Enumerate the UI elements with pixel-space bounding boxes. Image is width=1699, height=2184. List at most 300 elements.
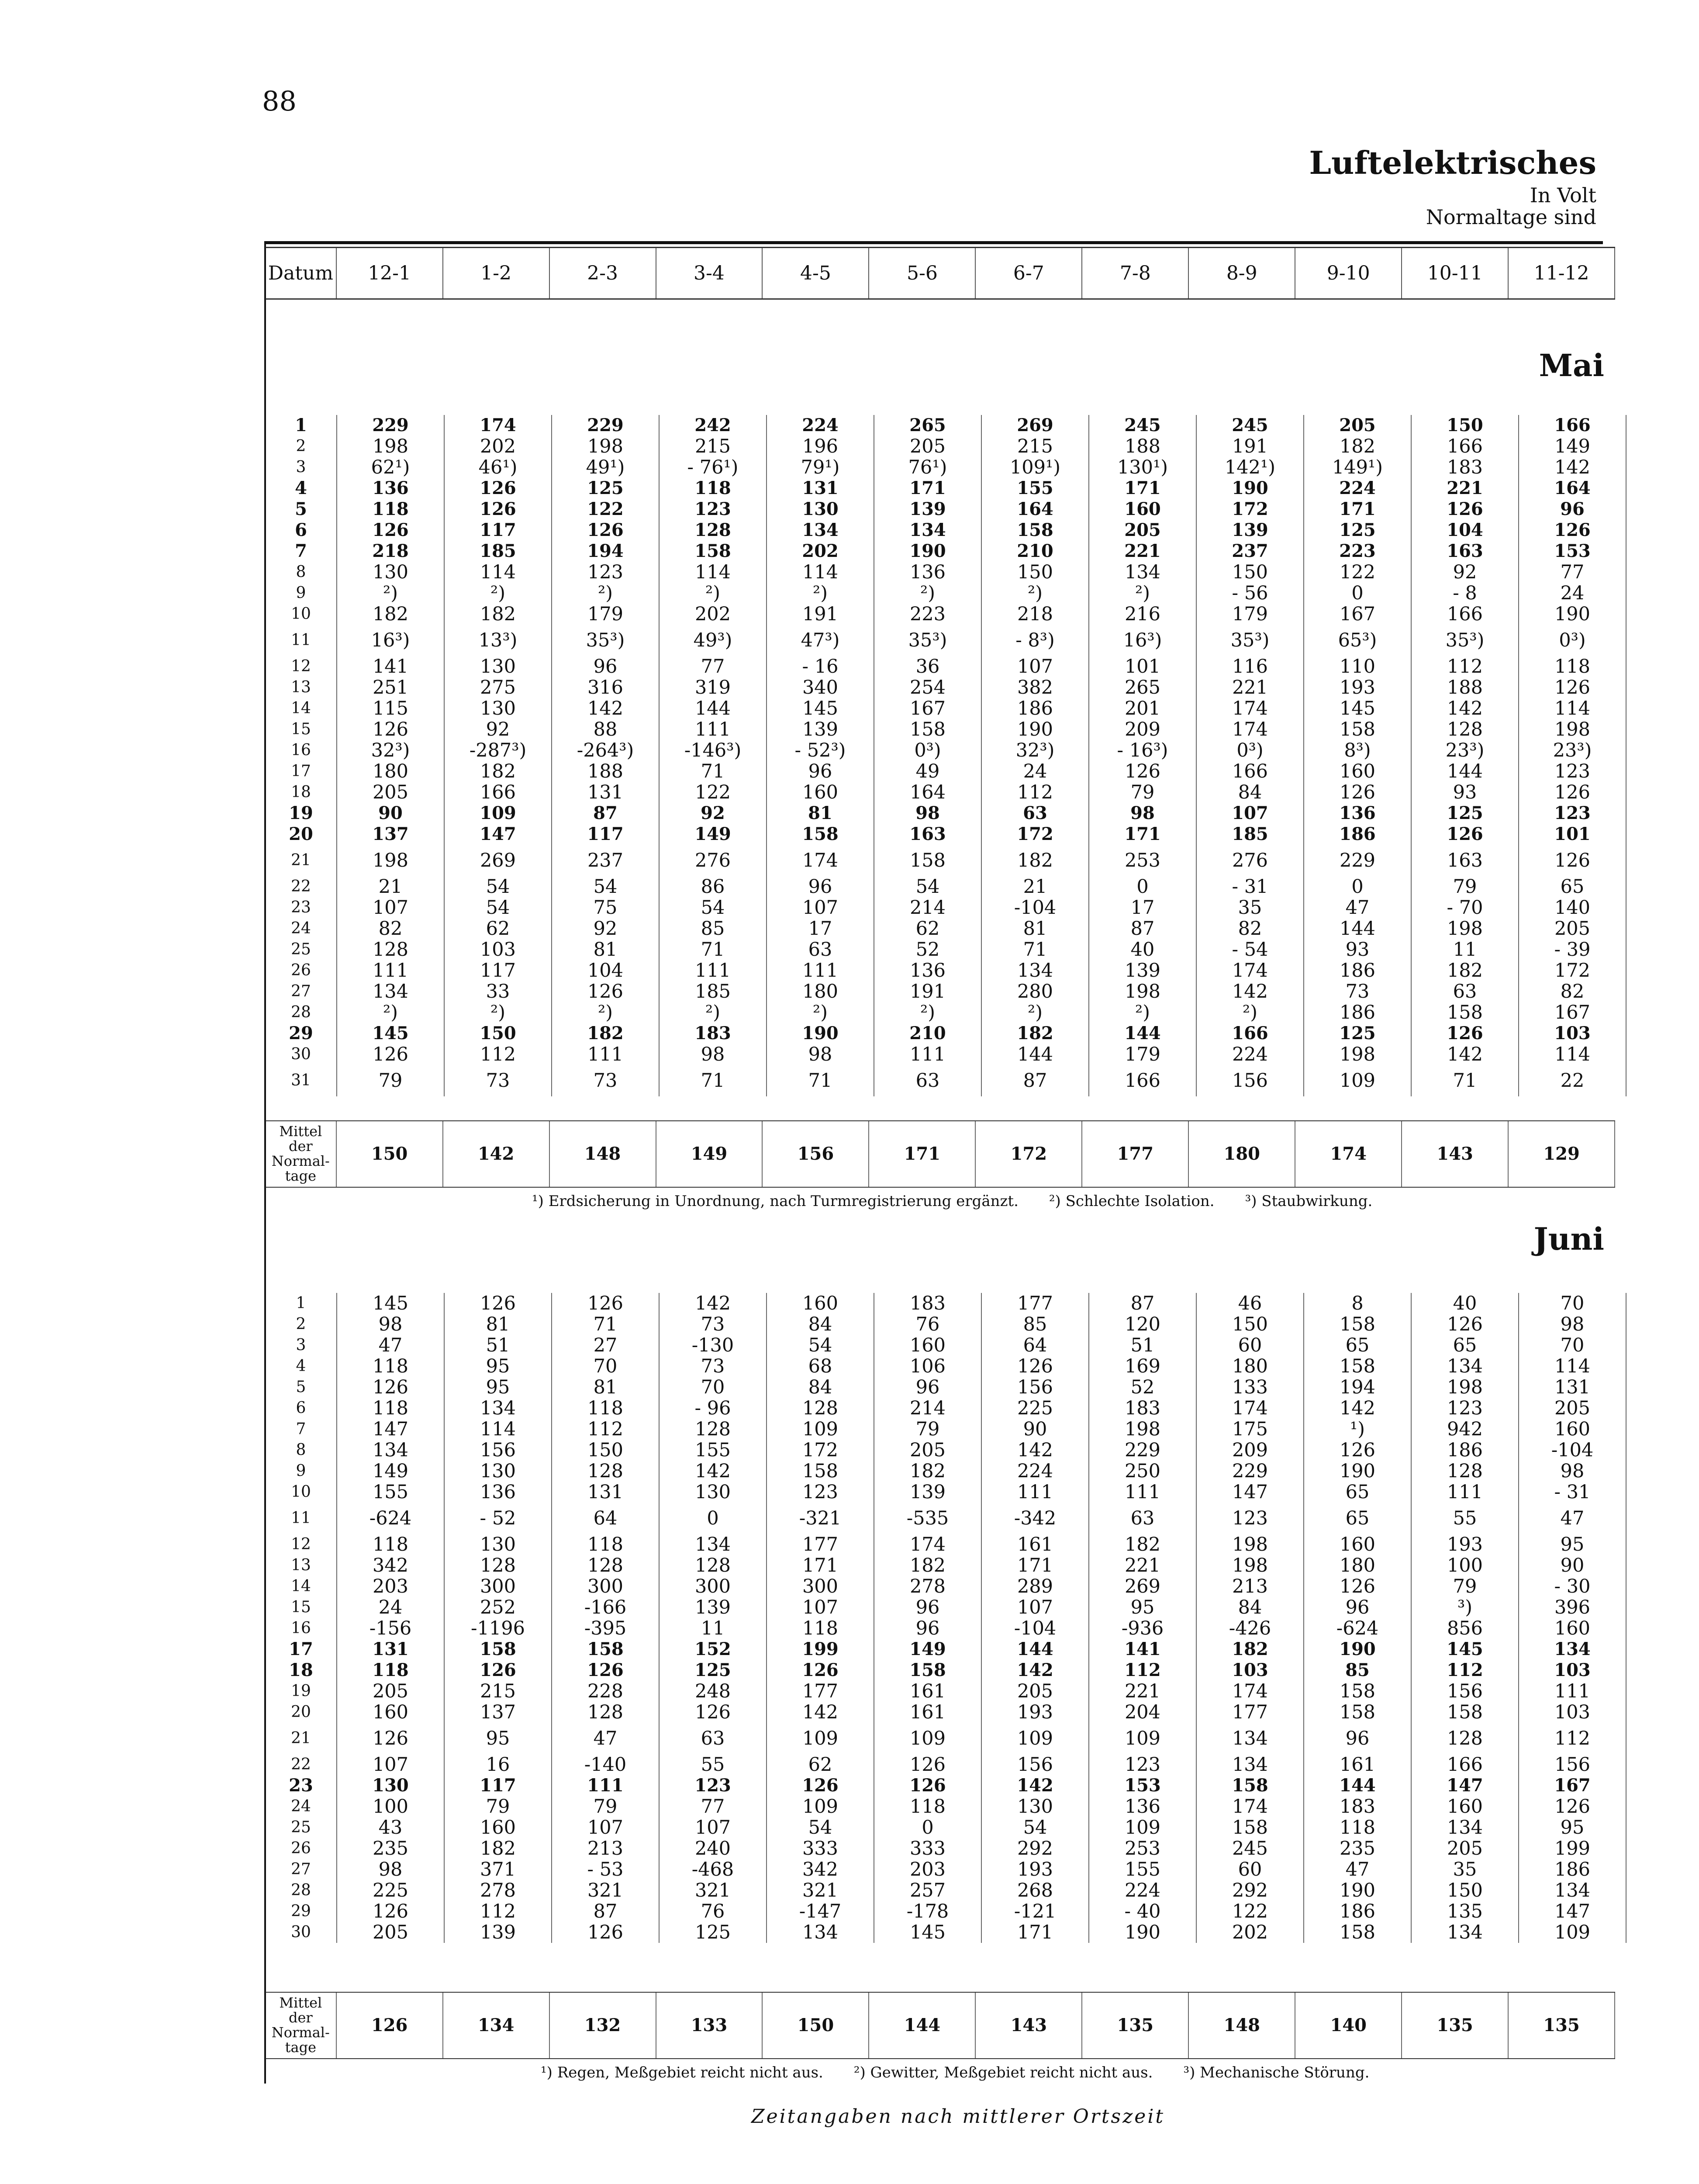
value-cell: 371: [444, 1859, 552, 1880]
value-cell: 103: [1519, 1660, 1626, 1681]
value-cell: - 70: [1411, 897, 1519, 918]
value-cell: 118: [874, 1796, 981, 1817]
value-cell: 111: [767, 960, 874, 981]
value-cell: 47: [1304, 897, 1411, 918]
value-cell: 155: [981, 478, 1089, 499]
value-cell: 126: [659, 1702, 767, 1723]
value-cell: 77: [1519, 562, 1626, 583]
value-cell: 0³): [1519, 625, 1626, 656]
value-cell: 242: [659, 415, 767, 436]
value-cell: 111: [1519, 1681, 1626, 1702]
value-cell: 205: [1411, 1838, 1519, 1859]
value-cell: 153: [1519, 541, 1626, 562]
value-cell: 174: [1196, 1796, 1304, 1817]
value-cell: 95: [1089, 1597, 1196, 1618]
value-cell: 177: [767, 1681, 874, 1702]
value-cell: 126: [1519, 782, 1626, 803]
table-row: [266, 457, 1626, 478]
value-cell: 152: [659, 1639, 767, 1660]
value-cell: 193: [1304, 677, 1411, 698]
value-cell: 106: [874, 1356, 981, 1377]
value-cell: 118: [1519, 656, 1626, 677]
value-cell: 118: [337, 1398, 444, 1419]
value-cell: 167: [874, 698, 981, 719]
value-cell: 190: [874, 541, 981, 562]
value-cell: 22: [1519, 1065, 1626, 1096]
value-cell: 54: [874, 876, 981, 897]
value-cell: 70: [1519, 1335, 1626, 1356]
value-cell: 95: [444, 1377, 552, 1398]
value-cell: 84: [767, 1314, 874, 1335]
mean-value: 150: [763, 1993, 869, 2058]
value-cell: 126: [981, 1356, 1089, 1377]
value-cell: 98: [659, 1044, 767, 1065]
table-row: [266, 1880, 1626, 1901]
value-cell: 75: [552, 897, 659, 918]
footnote: ³) Mechanische Störung.: [1183, 2064, 1370, 2081]
unit-note: In Volt: [1530, 183, 1596, 207]
value-cell: -426: [1196, 1618, 1304, 1639]
value-cell: 96: [874, 1618, 981, 1639]
table-row: [266, 1775, 1626, 1796]
value-cell: 190: [1519, 604, 1626, 625]
value-cell: 155: [1089, 1859, 1196, 1880]
value-cell: 128: [552, 1702, 659, 1723]
value-cell: 40: [1089, 939, 1196, 960]
value-cell: 54: [767, 1335, 874, 1356]
value-cell: 126: [1519, 1796, 1626, 1817]
value-cell: 199: [767, 1639, 874, 1660]
value-cell: 145: [767, 698, 874, 719]
table-row: [266, 1796, 1626, 1817]
value-cell: 126: [337, 1901, 444, 1922]
table-row: [266, 415, 1626, 436]
value-cell: - 31: [1519, 1482, 1626, 1503]
value-cell: 205: [981, 1681, 1089, 1702]
value-cell: 218: [981, 604, 1089, 625]
value-cell: 237: [1196, 541, 1304, 562]
value-cell: 123: [1196, 1503, 1304, 1534]
value-cell: 183: [1089, 1398, 1196, 1419]
value-cell: 136: [1089, 1796, 1196, 1817]
value-cell: 126: [552, 1922, 659, 1943]
column-header-hour: 11-12: [1509, 248, 1615, 298]
value-cell: 228: [552, 1681, 659, 1702]
day-cell: 3: [266, 457, 337, 478]
day-cell: 23: [266, 897, 337, 918]
day-cell: 11: [266, 1503, 337, 1534]
value-cell: 128: [1411, 719, 1519, 740]
value-cell: 134: [337, 1440, 444, 1461]
value-cell: 65: [1411, 1335, 1519, 1356]
value-cell: 180: [337, 761, 444, 782]
value-cell: 0: [1304, 583, 1411, 604]
value-cell: 229: [337, 415, 444, 436]
day-cell: 16: [266, 740, 337, 761]
value-cell: 221: [1089, 1681, 1196, 1702]
value-cell: 333: [874, 1838, 981, 1859]
value-cell: 186: [1304, 824, 1411, 845]
value-cell: 319: [659, 677, 767, 698]
value-cell: 55: [659, 1754, 767, 1775]
value-cell: 126: [1411, 1314, 1519, 1335]
value-cell: 268: [981, 1880, 1089, 1901]
value-cell: 205: [1519, 1398, 1626, 1419]
value-cell: 85: [1304, 1660, 1411, 1681]
value-cell: 269: [444, 845, 552, 876]
value-cell: 77: [659, 656, 767, 677]
value-cell: 160: [444, 1817, 552, 1838]
value-cell: 321: [767, 1880, 874, 1901]
value-cell: 54: [659, 897, 767, 918]
value-cell: -321: [767, 1503, 874, 1534]
value-cell: 107: [659, 1817, 767, 1838]
value-cell: - 53: [552, 1859, 659, 1880]
value-cell: 79: [337, 1065, 444, 1096]
value-cell: 109: [444, 803, 552, 824]
value-cell: 250: [1089, 1461, 1196, 1482]
value-cell: 158: [874, 1660, 981, 1681]
day-cell: 10: [266, 1482, 337, 1503]
day-cell: 12: [266, 1534, 337, 1555]
mean-label: Mittel der Normal-tage: [266, 1121, 337, 1187]
value-cell: 142: [767, 1702, 874, 1723]
table-row: [266, 1002, 1626, 1023]
value-cell: 180: [1304, 1555, 1411, 1576]
value-cell: -104: [1519, 1440, 1626, 1461]
value-cell: 122: [1196, 1901, 1304, 1922]
table-row: [266, 1597, 1626, 1618]
value-cell: 179: [1089, 1044, 1196, 1065]
value-cell: 47: [337, 1335, 444, 1356]
value-cell: 158: [1304, 1681, 1411, 1702]
value-cell: 54: [767, 1817, 874, 1838]
day-cell: 4: [266, 1356, 337, 1377]
value-cell: 141: [337, 656, 444, 677]
value-cell: 198: [337, 845, 444, 876]
value-cell: ²): [337, 1002, 444, 1023]
value-cell: - 16³): [1089, 740, 1196, 761]
value-cell: 150: [981, 562, 1089, 583]
value-cell: 81: [767, 803, 874, 824]
day-cell: 27: [266, 1859, 337, 1880]
value-cell: 134: [1089, 562, 1196, 583]
value-cell: 136: [874, 562, 981, 583]
table-row: [266, 1838, 1626, 1859]
value-cell: 214: [874, 897, 981, 918]
column-header-hour: 6-7: [976, 248, 1082, 298]
value-cell: 17: [767, 918, 874, 939]
day-cell: 20: [266, 1702, 337, 1723]
value-cell: 54: [981, 1817, 1089, 1838]
table-row: [266, 1901, 1626, 1922]
table-row: [266, 1681, 1626, 1702]
value-cell: 158: [1411, 1002, 1519, 1023]
day-cell: 17: [266, 1639, 337, 1660]
value-cell: 13³): [444, 625, 552, 656]
top-rule: [264, 241, 1603, 244]
table-row: [266, 824, 1626, 845]
value-cell: 131: [1519, 1377, 1626, 1398]
value-cell: 221: [1089, 1555, 1196, 1576]
value-cell: 183: [874, 1293, 981, 1314]
value-cell: 130: [444, 698, 552, 719]
value-cell: 149: [659, 824, 767, 845]
value-cell: 123: [552, 562, 659, 583]
table-row: [266, 1639, 1626, 1660]
value-cell: 171: [767, 1555, 874, 1576]
value-cell: 147: [337, 1419, 444, 1440]
value-cell: 248: [659, 1681, 767, 1702]
mean-value: 148: [1189, 1993, 1295, 2058]
day-cell: 25: [266, 939, 337, 960]
day-cell: 2: [266, 436, 337, 457]
value-cell: 198: [552, 436, 659, 457]
value-cell: 126: [767, 1775, 874, 1796]
value-cell: 134: [1411, 1922, 1519, 1943]
table-row: [266, 939, 1626, 960]
value-cell: 71: [981, 939, 1089, 960]
day-cell: 24: [266, 1796, 337, 1817]
value-cell: 70: [552, 1356, 659, 1377]
value-cell: 158: [1304, 719, 1411, 740]
value-cell: 90: [981, 1419, 1089, 1440]
value-cell: 130: [444, 1461, 552, 1482]
value-cell: 134: [1411, 1356, 1519, 1377]
value-cell: 33: [444, 981, 552, 1002]
day-cell: 22: [266, 876, 337, 897]
value-cell: 158: [659, 541, 767, 562]
value-cell: 342: [337, 1555, 444, 1576]
day-cell: 13: [266, 677, 337, 698]
value-cell: 158: [767, 1461, 874, 1482]
mean-value: 129: [1509, 1121, 1615, 1187]
value-cell: 137: [337, 824, 444, 845]
value-cell: 150: [1411, 415, 1519, 436]
value-cell: 73: [552, 1065, 659, 1096]
value-cell: 183: [1304, 1796, 1411, 1817]
value-cell: 71: [659, 1065, 767, 1096]
value-cell: 145: [874, 1922, 981, 1943]
value-cell: 35: [1411, 1859, 1519, 1880]
table-row: [266, 918, 1626, 939]
value-cell: 122: [659, 782, 767, 803]
value-cell: 92: [552, 918, 659, 939]
value-cell: ²): [552, 1002, 659, 1023]
mai-table: [266, 415, 1626, 1096]
value-cell: 161: [874, 1681, 981, 1702]
value-cell: 245: [1196, 1838, 1304, 1859]
value-cell: 27: [552, 1335, 659, 1356]
value-cell: 86: [659, 876, 767, 897]
value-cell: 95: [444, 1723, 552, 1754]
value-cell: 203: [337, 1576, 444, 1597]
value-cell: 114: [444, 1419, 552, 1440]
value-cell: 142: [1304, 1398, 1411, 1419]
value-cell: 98: [767, 1044, 874, 1065]
value-cell: - 8³): [981, 625, 1089, 656]
value-cell: 24: [1519, 583, 1626, 604]
value-cell: 251: [337, 677, 444, 698]
day-cell: 1: [266, 415, 337, 436]
day-cell: 26: [266, 1838, 337, 1859]
value-cell: 147: [1519, 1901, 1626, 1922]
value-cell: 190: [1304, 1461, 1411, 1482]
value-cell: 182: [1304, 436, 1411, 457]
value-cell: 71: [552, 1314, 659, 1335]
column-header-datum: Datum: [266, 248, 337, 298]
value-cell: 62¹): [337, 457, 444, 478]
table-row: [266, 719, 1626, 740]
value-cell: 82: [1519, 981, 1626, 1002]
value-cell: 160: [1089, 499, 1196, 520]
value-cell: 98: [874, 803, 981, 824]
value-cell: 321: [552, 1880, 659, 1901]
mean-value: 177: [1082, 1121, 1189, 1187]
value-cell: 128: [659, 1419, 767, 1440]
value-cell: 190: [1089, 1922, 1196, 1943]
value-cell: 110: [1304, 656, 1411, 677]
value-cell: 177: [1196, 1702, 1304, 1723]
value-cell: 87: [1089, 1293, 1196, 1314]
value-cell: 17: [1089, 897, 1196, 918]
value-cell: 142: [981, 1440, 1089, 1461]
value-cell: 126: [767, 1660, 874, 1681]
value-cell: 87: [1089, 918, 1196, 939]
value-cell: 8: [1304, 1293, 1411, 1314]
value-cell: 158: [1196, 1775, 1304, 1796]
value-cell: 144: [1304, 1775, 1411, 1796]
value-cell: 182: [444, 761, 552, 782]
table-row: [266, 1065, 1626, 1096]
value-cell: 103: [1519, 1702, 1626, 1723]
value-cell: 140: [1519, 897, 1626, 918]
value-cell: -264³): [552, 740, 659, 761]
value-cell: 71: [659, 761, 767, 782]
value-cell: 134: [767, 520, 874, 541]
value-cell: 130: [981, 1796, 1089, 1817]
value-cell: 156: [1196, 1065, 1304, 1096]
value-cell: 316: [552, 677, 659, 698]
value-cell: 142: [1411, 698, 1519, 719]
mean-value: 133: [656, 1993, 763, 2058]
value-cell: 229: [1196, 1461, 1304, 1482]
value-cell: 166: [1411, 436, 1519, 457]
day-cell: 29: [266, 1023, 337, 1044]
value-cell: -104: [981, 897, 1089, 918]
value-cell: 46¹): [444, 457, 552, 478]
value-cell: 43: [337, 1817, 444, 1838]
value-cell: 63: [981, 803, 1089, 824]
value-cell: 36: [874, 656, 981, 677]
mean-value: 135: [1082, 1993, 1189, 2058]
table-row: [266, 845, 1626, 876]
value-cell: 186: [1304, 1901, 1411, 1922]
value-cell: 111: [874, 1044, 981, 1065]
value-cell: 98: [1519, 1314, 1626, 1335]
value-cell: 144: [659, 698, 767, 719]
value-cell: 158: [874, 845, 981, 876]
value-cell: 163: [874, 824, 981, 845]
value-cell: 188: [552, 761, 659, 782]
value-cell: 118: [337, 1660, 444, 1681]
value-cell: 134: [981, 960, 1089, 981]
value-cell: 158: [1304, 1314, 1411, 1335]
value-cell: 79¹): [767, 457, 874, 478]
juni-footnotes: [541, 2064, 1400, 2081]
value-cell: -624: [337, 1503, 444, 1534]
value-cell: 278: [874, 1576, 981, 1597]
value-cell: 198: [1411, 1377, 1519, 1398]
normal-days-note: Normaltage sind: [1426, 205, 1596, 229]
value-cell: 114: [1519, 1356, 1626, 1377]
value-cell: 158: [767, 824, 874, 845]
value-cell: - 30: [1519, 1576, 1626, 1597]
value-cell: -287³): [444, 740, 552, 761]
value-cell: 142: [1519, 457, 1626, 478]
value-cell: 122: [1304, 562, 1411, 583]
value-cell: 153: [1089, 1775, 1196, 1796]
mean-value: 150: [337, 1121, 443, 1187]
value-cell: 87: [552, 1901, 659, 1922]
value-cell: 0: [659, 1503, 767, 1534]
value-cell: 109: [874, 1723, 981, 1754]
mean-value: 126: [337, 1993, 443, 2058]
value-cell: 117: [552, 824, 659, 845]
value-cell: 96: [1519, 499, 1626, 520]
value-cell: 131: [552, 782, 659, 803]
value-cell: 70: [1519, 1293, 1626, 1314]
value-cell: 109: [1519, 1922, 1626, 1943]
value-cell: 125: [659, 1660, 767, 1681]
value-cell: 139: [767, 719, 874, 740]
value-cell: 24: [337, 1597, 444, 1618]
day-cell: 29: [266, 1901, 337, 1922]
value-cell: 0: [1089, 876, 1196, 897]
value-cell: 198: [1196, 1555, 1304, 1576]
value-cell: 186: [1304, 960, 1411, 981]
day-cell: 13: [266, 1555, 337, 1576]
value-cell: 63: [1411, 981, 1519, 1002]
value-cell: -535: [874, 1503, 981, 1534]
mean-value: 143: [976, 1993, 1082, 2058]
column-header-hour: 4-5: [763, 248, 869, 298]
value-cell: 223: [1304, 541, 1411, 562]
value-cell: -156: [337, 1618, 444, 1639]
value-cell: ²): [767, 1002, 874, 1023]
value-cell: 123: [1411, 1398, 1519, 1419]
value-cell: 158: [552, 1639, 659, 1660]
value-cell: -140: [552, 1754, 659, 1775]
value-cell: ²): [767, 583, 874, 604]
value-cell: 126: [552, 1293, 659, 1314]
value-cell: 175: [1196, 1419, 1304, 1440]
value-cell: 96: [767, 761, 874, 782]
value-cell: 130: [337, 562, 444, 583]
value-cell: 204: [1089, 1702, 1196, 1723]
value-cell: 139: [1196, 520, 1304, 541]
value-cell: 126: [552, 981, 659, 1002]
value-cell: 136: [874, 960, 981, 981]
value-cell: -121: [981, 1901, 1089, 1922]
value-cell: 155: [659, 1440, 767, 1461]
value-cell: 109: [981, 1723, 1089, 1754]
value-cell: 942: [1411, 1419, 1519, 1440]
value-cell: 126: [444, 1293, 552, 1314]
value-cell: 47: [552, 1723, 659, 1754]
table-row: [266, 740, 1626, 761]
column-header-hour: 10-11: [1402, 248, 1509, 298]
